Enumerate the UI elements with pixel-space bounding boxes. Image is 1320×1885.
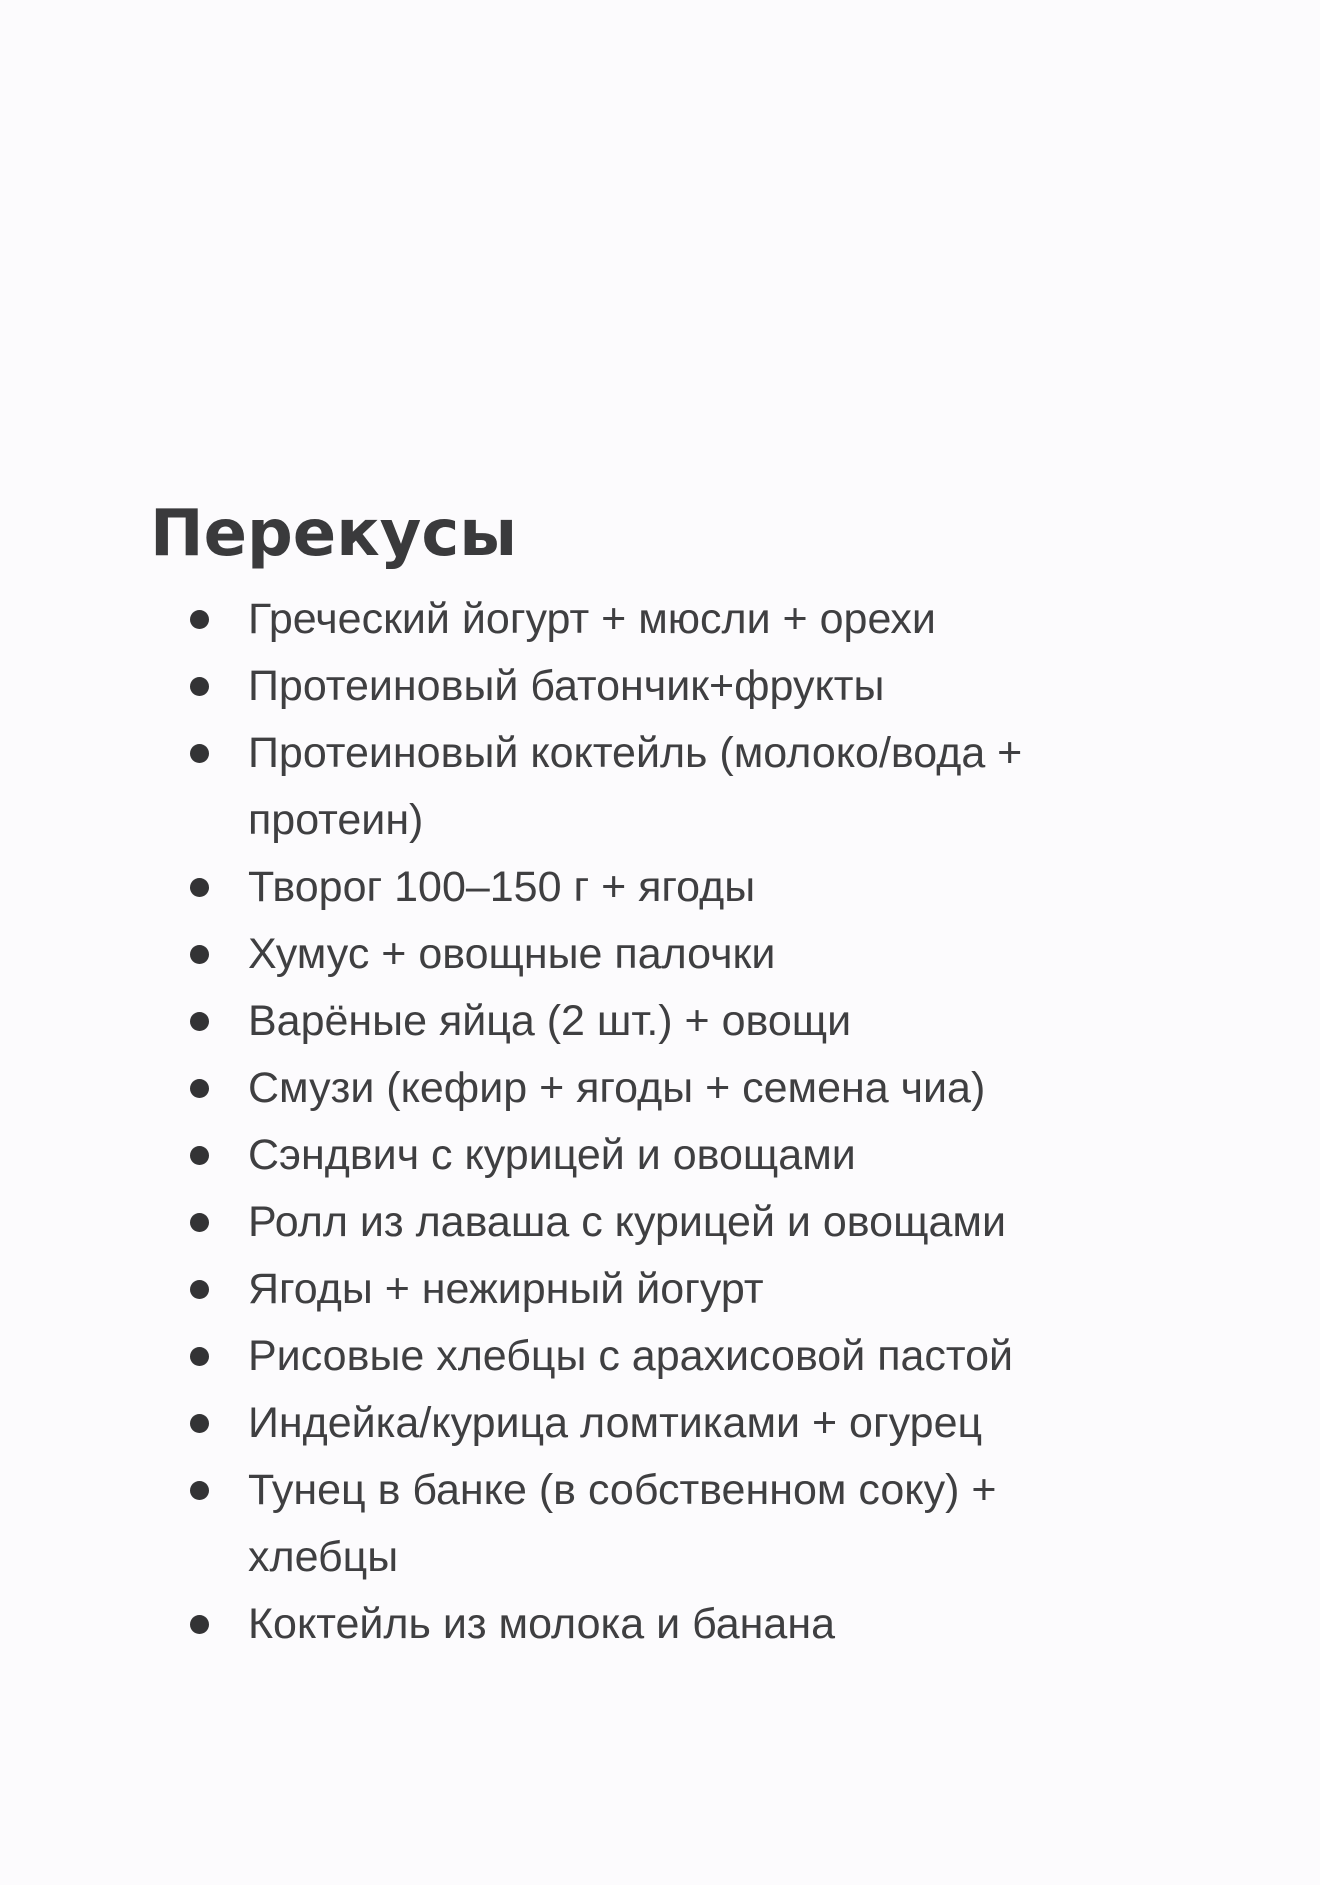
list-item-text: Сэндвич с курицей и овощами xyxy=(248,1131,856,1179)
list-item xyxy=(150,1122,1128,1189)
list-item xyxy=(150,1390,1128,1457)
list-item-text: Коктейль из молока и банана xyxy=(248,1600,836,1648)
bullet-icon xyxy=(190,878,209,897)
bullet-icon xyxy=(190,1280,209,1299)
list-item-text: Смузи (кефир + ягоды + семена чиа) xyxy=(248,1064,986,1112)
list-item xyxy=(150,1591,1128,1658)
list-item-text: Греческий йогурт + мюсли + орехи xyxy=(248,595,936,643)
list-item-text: Варёные яйца (2 шт.) + овощи xyxy=(248,997,852,1045)
list-item xyxy=(150,586,1128,653)
list-item xyxy=(150,653,1128,720)
bullet-icon xyxy=(190,1079,209,1098)
snacks-section xyxy=(150,490,1150,1658)
list-item xyxy=(150,720,1128,854)
list-item-text: Тунец в банке (в собственном соку) + хлебцы xyxy=(248,1466,997,1581)
list-item-text: Протеиновый батончик+фрукты xyxy=(248,662,885,710)
list-item xyxy=(150,1189,1128,1256)
list-item-text: Рисовые хлебцы с арахисовой пастой xyxy=(248,1332,1014,1380)
list-item xyxy=(150,1457,1128,1591)
list-item xyxy=(150,1256,1128,1323)
bullet-icon xyxy=(190,1146,209,1165)
page-title: Перекусы xyxy=(150,497,518,571)
list-item-text: Ролл из лаваша с курицей и овощами xyxy=(248,1198,1006,1246)
bullet-icon xyxy=(190,610,209,629)
snacks-list xyxy=(150,586,1150,1658)
bullet-icon xyxy=(190,1012,209,1031)
list-item xyxy=(150,988,1128,1055)
bullet-icon xyxy=(190,945,209,964)
list-item xyxy=(150,854,1128,921)
bullet-icon xyxy=(190,744,209,763)
list-item xyxy=(150,1323,1128,1390)
list-item-text: Хумус + овощные палочки xyxy=(248,930,776,978)
bullet-icon xyxy=(190,1213,209,1232)
list-item-text: Ягоды + нежирный йогурт xyxy=(248,1265,764,1313)
bullet-icon xyxy=(190,1347,209,1366)
bullet-icon xyxy=(190,677,209,696)
list-item xyxy=(150,1055,1128,1122)
bullet-icon xyxy=(190,1615,209,1634)
list-item-text: Индейка/курица ломтиками + огурец xyxy=(248,1399,983,1447)
bullet-icon xyxy=(190,1414,209,1433)
list-item-text: Творог 100–150 г + ягоды xyxy=(248,863,756,911)
bullet-icon xyxy=(190,1481,209,1500)
list-item-text: Протеиновый коктейль (молоко/вода + протеин) xyxy=(248,729,1023,844)
list-item xyxy=(150,921,1128,988)
